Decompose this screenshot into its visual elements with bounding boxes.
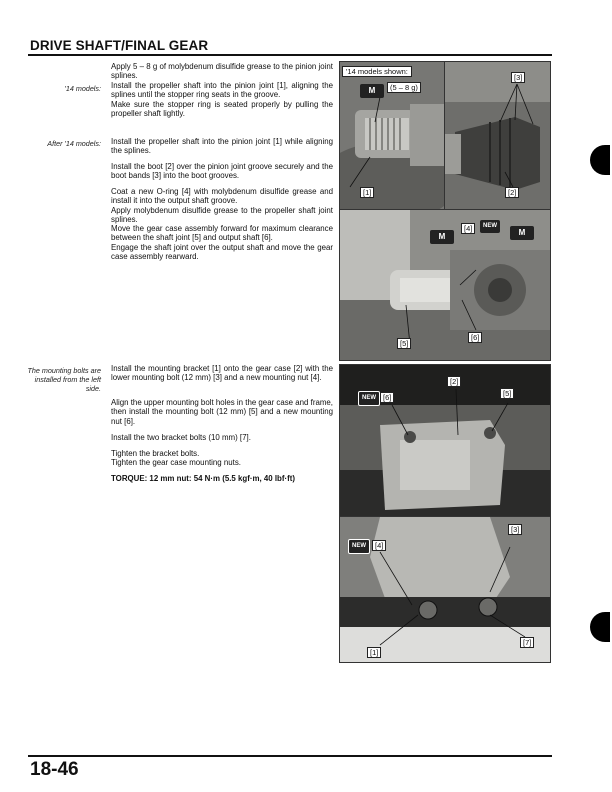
side-note-after-14-models: After '14 models:	[47, 139, 101, 148]
photo4-callout-1: [1]	[367, 647, 381, 658]
photo4-callout-7: [7]	[520, 637, 534, 648]
step-14-models	[111, 81, 333, 118]
photo2-callout-5: [5]	[397, 338, 411, 349]
photo4-callout-3: [3]	[508, 524, 522, 535]
step-upper-bolt	[111, 398, 333, 426]
paragraph-text: Move the gear case assembly forward for maximum clearance between the shaft joint [5] and output shaft [6].	[111, 224, 333, 243]
moly-grease-icon: M	[360, 84, 384, 98]
photo-boot	[444, 61, 551, 211]
photo3-callout-6: [6]	[380, 392, 394, 403]
paragraph-text: Tighten the gear case mounting nuts.	[111, 458, 241, 468]
moly-grease-icon: M	[430, 230, 454, 244]
side-note-mounting-bolts: The mounting bolts are installed from the left side.	[27, 366, 101, 393]
paragraph-text: Align the upper mounting bolt holes in the gear case and frame, then install the mounting bolt (12 mm) [5] and a new mounting nut [6].	[111, 398, 333, 426]
paragraph-text: Make sure the stopper ring is seated properly by pulling the propeller shaft lightly.	[111, 99, 333, 118]
paragraph-text: Install the two bracket bolts (10 mm) [7].	[111, 433, 251, 442]
step-install-boot	[111, 162, 333, 181]
gear-case-mounting-illustration	[340, 365, 550, 517]
paragraph-text: Install the propeller shaft into the pinion joint [1], aligning the splines until the stopper ring seats in the groove.	[111, 81, 333, 100]
photo1-callout-3: [3]	[511, 72, 525, 83]
new-part-icon: NEW	[358, 391, 380, 406]
paragraph-text: Install the propeller shaft into the pinion joint [1] while aligning the splines.	[111, 137, 333, 156]
paragraph-text: Apply 5 – 8 g of molybdenum disulfide grease to the pinion joint splines.	[111, 62, 333, 81]
mounting-bracket-illustration	[340, 517, 550, 662]
photo-output-shaft	[339, 209, 551, 361]
thumb-tab-upper	[590, 145, 610, 175]
footer-rule	[28, 755, 552, 757]
torque-spec	[111, 474, 333, 483]
step-o-ring	[111, 187, 333, 261]
new-part-icon: NEW	[480, 220, 500, 233]
side-note-14-models: '14 models:	[64, 84, 101, 93]
photo2-callout-4: [4]	[461, 223, 475, 234]
photo3-callout-5: [5]	[500, 388, 514, 399]
paragraph-text: Engage the shaft joint over the output shaft and move the gear case assembly rearward.	[111, 242, 333, 262]
step-bracket-bolts	[111, 433, 333, 442]
step-apply-grease	[111, 62, 333, 81]
thumb-tab-lower	[590, 612, 610, 642]
paragraph-text: Install the boot [2] over the pinion joint groove securely and the boot bands [3] into the boot grooves.	[111, 162, 333, 181]
photo1-callout-2: [2]	[505, 187, 519, 198]
photo3-callout-2: [2]	[447, 376, 461, 387]
grease-amount-label: (5 – 8 g)	[387, 82, 421, 93]
photo-pinion-joint	[339, 61, 446, 211]
photo-gear-case-mounting	[339, 364, 551, 518]
step-tighten	[111, 449, 333, 468]
photo-mounting-bracket	[339, 516, 551, 663]
new-part-icon: NEW	[348, 539, 370, 554]
paragraph-text: Coat a new O-ring [4] with molybdenum disulfide grease and install it into the output shaft groove.	[111, 187, 333, 206]
photo2-callout-6: [6]	[468, 332, 482, 343]
photo1-callout-1: [1]	[360, 187, 374, 198]
step-mounting-bracket	[111, 364, 333, 383]
boot-illustration	[445, 62, 550, 210]
step-after-14-models	[111, 137, 333, 156]
paragraph-text: Install the mounting bracket [1] onto the gear case [2] with the lower mounting bolt (12 mm) [3] and a new mounting nut [4].	[111, 364, 333, 383]
photo1-caption: '14 models shown:	[342, 66, 412, 77]
photo4-callout-4: [4]	[372, 540, 386, 551]
page-number: 18-46	[30, 759, 79, 780]
header-rule	[28, 54, 552, 56]
torque-text: TORQUE: 12 mm nut: 54 N·m (5.5 kgf·m, 40 lbf·ft)	[111, 474, 295, 483]
paragraph-text: Tighten the bracket bolts.	[111, 449, 200, 458]
moly-grease-icon: M	[510, 226, 534, 240]
paragraph-text: Apply molybdenum disulfide grease to the propeller shaft joint splines.	[111, 205, 333, 224]
section-title: DRIVE SHAFT/FINAL GEAR	[30, 38, 209, 53]
